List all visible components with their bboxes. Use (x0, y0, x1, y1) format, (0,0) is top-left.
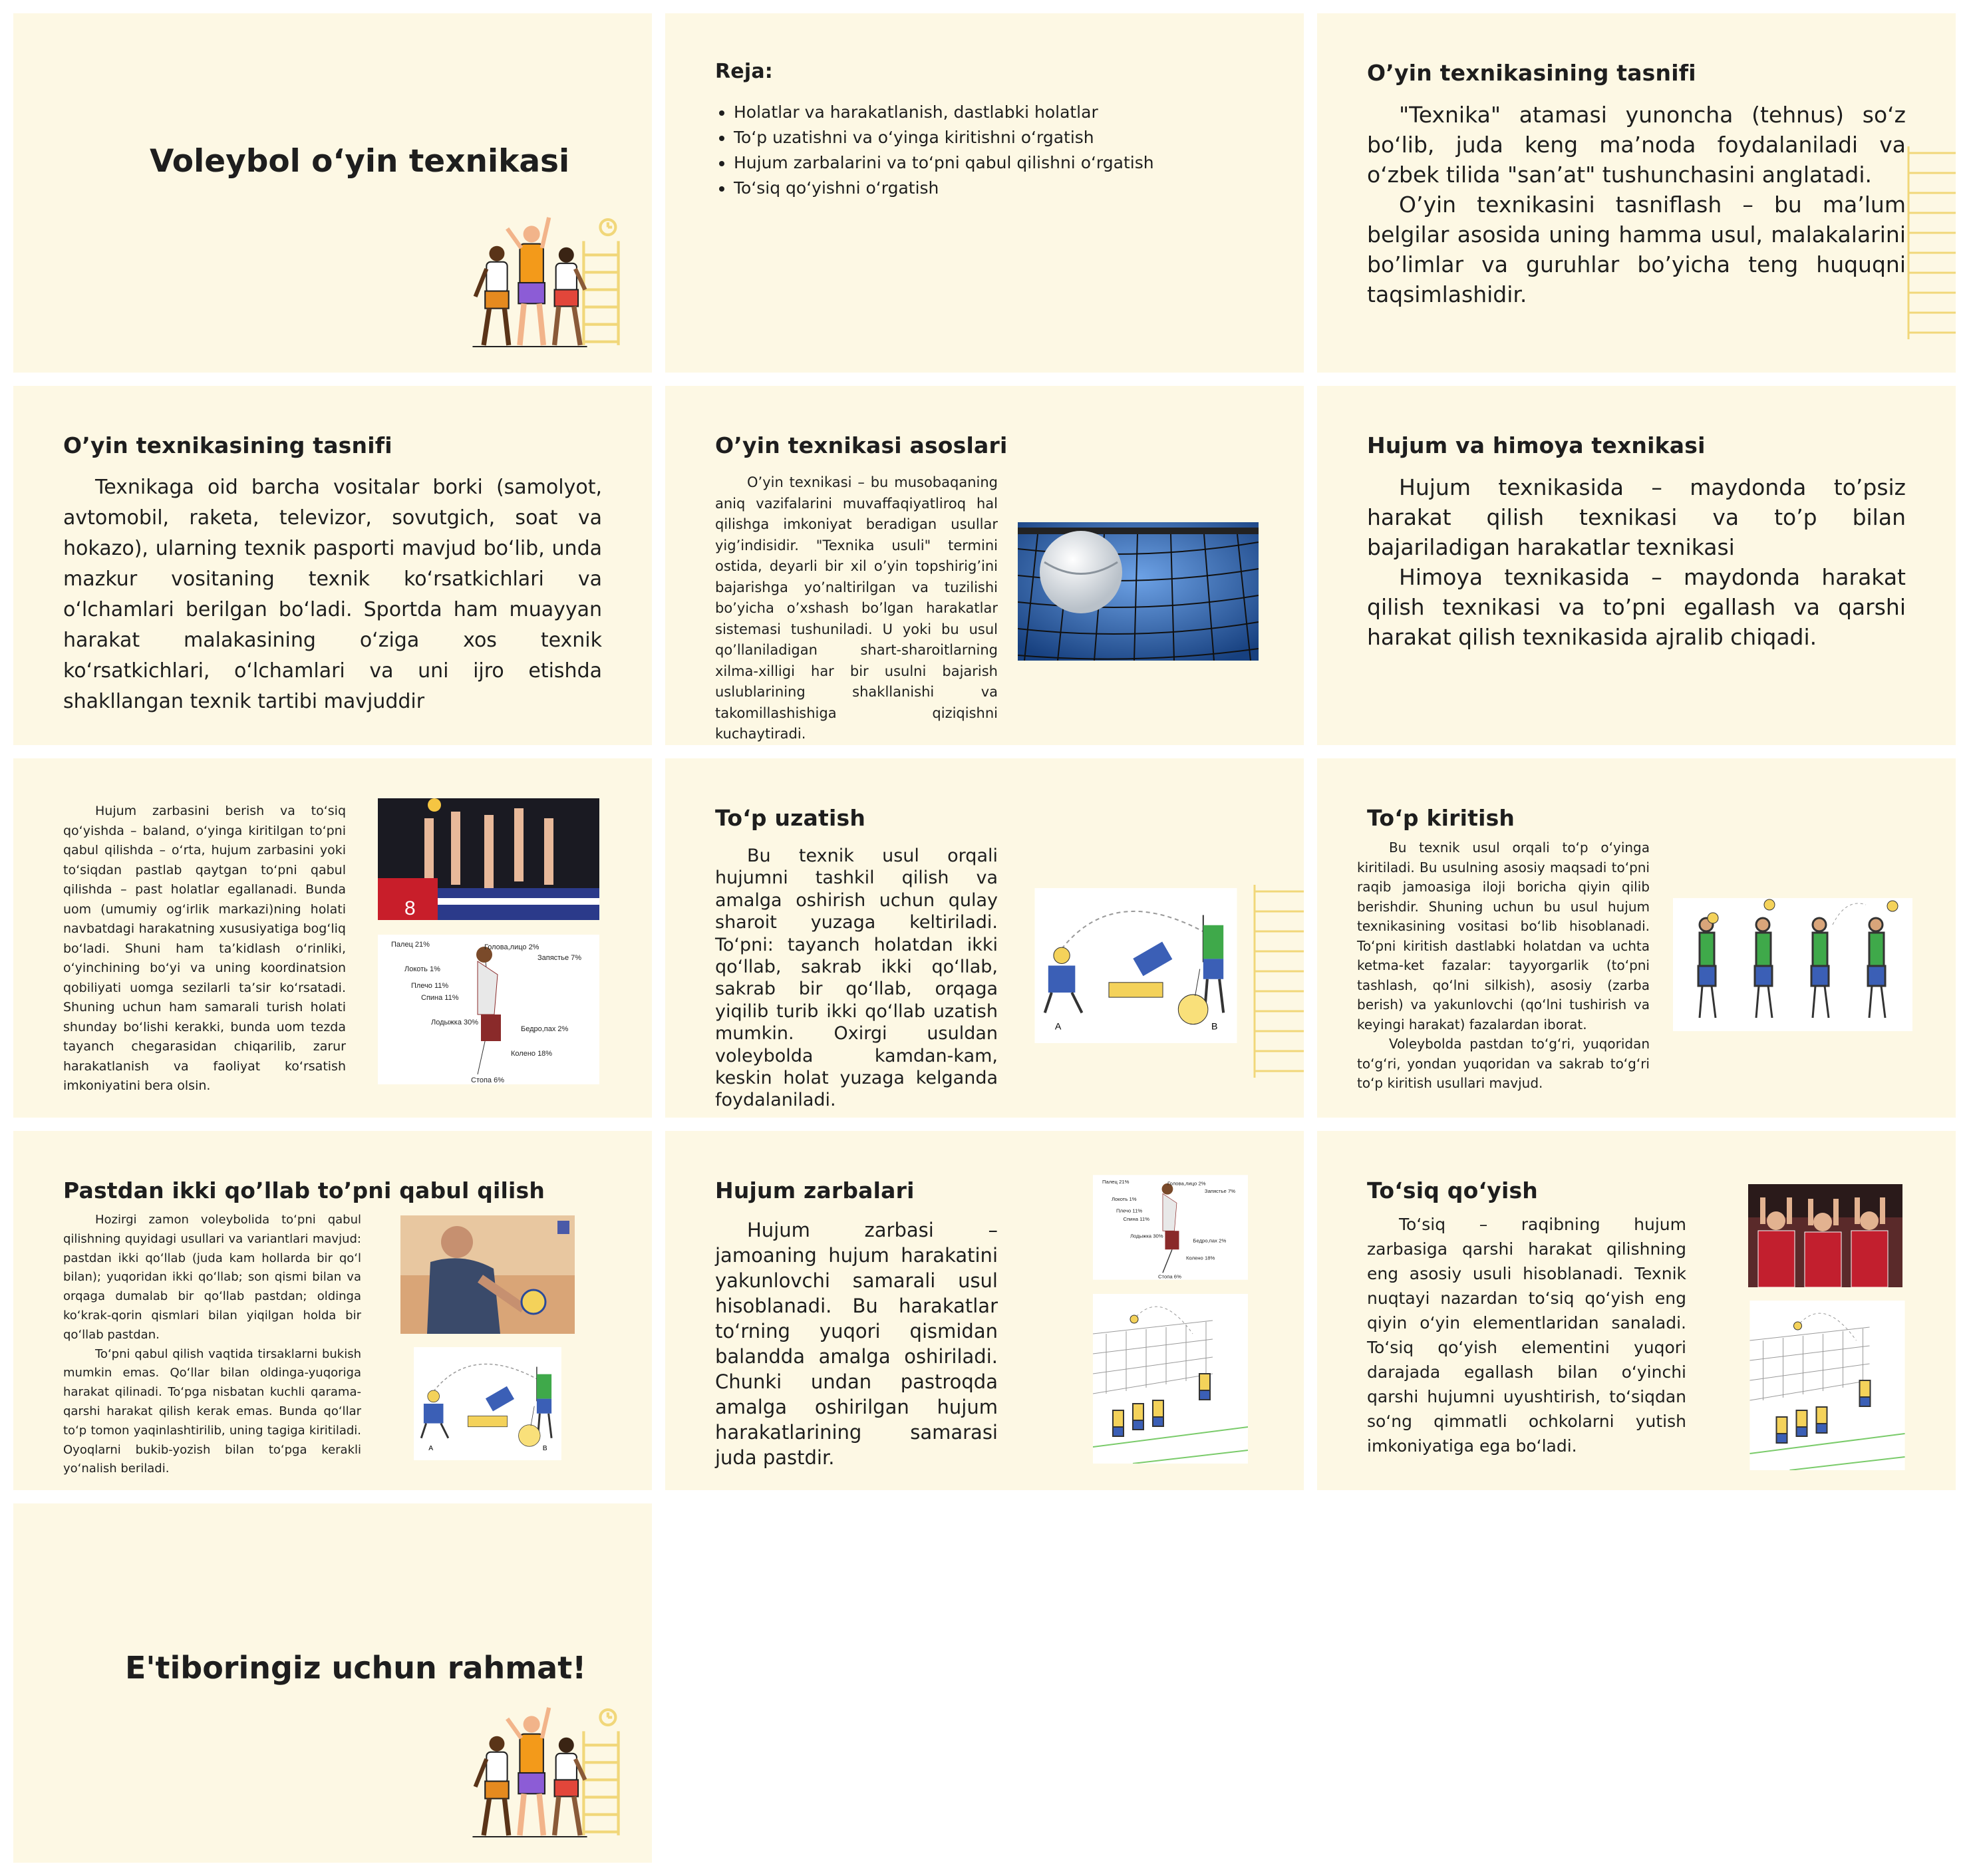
diagram-label: Колено 18% (511, 1050, 553, 1058)
paragraph: Texnikaga oid barcha vositalar borki (samolyot, avtomobil, raketa, televizor, sovutgich, soat va hokazo), ularning texnik pasporti mavjud bo‘lib, unda mazkur vositaning texnik ko‘rsatkichlari va o‘lchamlari berilgan bo‘ladi. Sportda ham muayyan harakat malakasining o‘ziga xos texnik ko‘rsatkichlari, o‘lchamlari va uni ijro etishda shakllangan texnik tartibi mavjuddir (63, 476, 602, 713)
slide-heading: Pastdan ikki qo’llab to’pni qabul qilish (63, 1177, 545, 1203)
paragraph: Hozirgi zamon voleybolida to‘pni qabul qilishning quyidagi usullari va variantlari mavjud: pastdan ikki qo‘llab (juda kam hollarda bir qo‘l bilan); yuqoridan ikki qo‘llab; son qismi bilan va orqaga dumalab bir qo‘llab pastdan; oldinga ko‘krak-qorin qismlari bilan yiqilgan holda bir qo‘llab pastdan. (63, 1213, 361, 1342)
slide-heading: O’yin texnikasining tasnifi (63, 432, 392, 458)
plan-item: • Holatlar va harakatlanish, dastlabki holatlar (734, 100, 1154, 125)
paragraph: Voleybolda pastdan to‘g‘ri, yuqoridan to‘g‘ri, yondan yuqoridan va sakrab to‘g‘ri to‘p kiritish usullari mavjud. (1357, 1036, 1650, 1091)
paragraph: Bu texnik usul orqali hujumni tashkil qilish va amalga oshirish uchun qulay sharoit yuzaga keltiriladi. To‘pni: tayanch holatdan ikki qo‘llab, sakrab ikki qo‘llab, sakrab bir qo‘llab, orqaga yiqilib turib ikki qo‘llab uzatish mumkin. Oxirgi usuldan voleybolda kamdan-kam, keskin holat yuzaga kelganda foydalaniladi. (715, 846, 998, 1111)
slide-body (715, 845, 998, 1112)
serve-phases-image (1673, 898, 1912, 1031)
slide-body (63, 472, 602, 717)
slide-heading: To‘siq qo‘yish (1367, 1177, 1538, 1203)
ladder-decoration-icon (1906, 146, 1956, 346)
slide-basics (665, 386, 1304, 745)
diagram-label: Запястье 7% (1204, 1187, 1236, 1194)
block-court-diagram (1748, 1301, 1906, 1470)
diagram-label: Бедро,пах 2% (521, 1025, 569, 1033)
diagram-label: Лодыжка 30% (431, 1018, 479, 1026)
slide-heading: Hujum zarbalari (715, 1177, 915, 1203)
diagram-label: Запястье 7% (537, 954, 582, 962)
slide-body (715, 1217, 998, 1470)
pass-diagram (1018, 888, 1254, 1043)
paragraph: To‘pni qabul qilish vaqtida tirsaklarni bukish mumkin emas. Qo‘llar bilan oldinga-yuqoriga harakat qilinadi. To‘pga nisbatan kuchli qarama-qarshi harakat qilish kerak emas. Bunda qo‘llar to‘p tomon yaqinlashtirilib, uning tagiga kiritiladi. Oyoqlarni bukib-yozish bilan to‘pga kerakli yo‘nalish beriladi. (63, 1346, 361, 1476)
slide-stances (13, 758, 652, 1118)
slide-classification-1 (1317, 13, 1956, 373)
slide-body (1357, 838, 1650, 1094)
plan-item: • To‘siq qo‘yishni o‘rgatish (734, 176, 1154, 201)
paragraph: Hujum texnikasida – maydonda to’psiz harakat qilish texnikasi va to’p bilan bajariladigan harakatlar texnikasi (1367, 474, 1906, 560)
paragraph: O’yin texnikasi – bu musobaqaning aniq vazifalarini muvaffaqiyatliroq hal qilishga imkoniyat beradigan usullar yig’indisidir. "Texnika usuli" termini ostida, deyarli bir xil o’yin topshirig’ini bajarishga yo’naltirilgan va tuzilishi bo’yicha o’xshash bo’lgan harakatlar sistemasi tushuniladi. U yoki bu usul qo’llaniladigan shart-sharoitlarning xilma-xilligi har bir usulni bajarish uslublarining shakllanishi va takomillashishiga qiziqishni kuchaytiradi. (715, 474, 998, 742)
jersey-number: 8 (404, 897, 416, 919)
paragraph: To‘siq – raqibning hujum zarbasiga qarshi harakat qilishning eng asosiy usuli hisoblanadi. Texnik nuqtayi nazardan to‘siq qo‘yish eng qiyin o‘yin elementlaridan sanaladi. To‘siq qo‘yish elementini yuqori darajada egallash bilan o‘yinchi qarshi hujumni uyushtirish, to‘siqdan so‘ng qimmatli ochkolarni yutish imkoniyatiga ega bo‘ladi. (1367, 1215, 1686, 1456)
injury-diagram (1093, 1174, 1248, 1281)
paragraph: Hujum zarbasi – jamoaning hujum harakatini yakunlovchi samarali usul hisoblanadi. Bu harakatlar to‘rning yuqori qismidan balandda amalga oshiriladi. Chunki undan pastroqda amalga oshirilgan hujum harakatlarining samarasi juda pastdir. (715, 1219, 998, 1469)
diagram-label: Спина 11% (1123, 1215, 1149, 1222)
slide-thanks (13, 1503, 652, 1863)
slide-body (1367, 1212, 1686, 1458)
slide-heading: To‘p uzatish (715, 805, 866, 831)
diagram-label: Голова,лицо 2% (484, 943, 539, 951)
paragraph: Hujum zarbasini berish va to‘siq qo‘yishda – baland, o‘yinga kiritilgan to‘pni qabul qilishda – o‘rta, hujum zarbasini yoki to‘siqdan pastlab qaytgan to‘pni qabul qilishda – past holatlar egallanadi. Bunda uom (umumiy og‘irlik markazi)ning holati navbatdagi harakatning xususiyatiga bog‘liq bo‘ladi. Shuni ham ta’kidlash o‘rinliki, o‘yinchining bo‘yi va uning koordinatsion qobiliyati uomga sezilarli ta’sir ko‘rsatadi. Shuning uchun ham samarali turish holati shunday bo‘lishi kerakki, bunda uom tezda tayanch chegarasidan chiqarilib, zarur harakatlanish va faoliyat ko‘rsatish imkoniyatini bera olsin. (63, 804, 346, 1093)
block-photo (378, 798, 599, 920)
paragraph: Himoya texnikasida – maydonda harakat qilish texnikasi va to’pni egallash va qarshi harakat qilish texnikasida ajralib chiqadi. (1367, 564, 1906, 650)
diagram-label: Плечо 11% (1116, 1207, 1143, 1214)
slide-pass (665, 758, 1304, 1118)
slide-attack-hits (665, 1131, 1304, 1490)
injury-diagram (378, 935, 599, 1084)
diagram-label: Лодыжка 30% (1130, 1233, 1163, 1239)
diagram-label: Плечо 11% (411, 982, 449, 990)
slide-body (1367, 472, 1906, 652)
pass-diagram (400, 1347, 575, 1460)
plan-item: • To‘p uzatishni va o‘yinga kiritishni o‘rgatish (734, 125, 1154, 150)
slide-heading: Hujum va himoya texnikasi (1367, 432, 1706, 458)
diagram-label: Бедро,пах 2% (1193, 1237, 1227, 1244)
slide-block (1317, 1131, 1956, 1490)
plan-list (715, 100, 1154, 201)
slide-body (63, 1211, 361, 1479)
slide-title (13, 13, 652, 373)
slide-plan (665, 13, 1304, 373)
diagram-label: Локоть 1% (1111, 1195, 1137, 1202)
slide-heading: O’yin texnikasi asoslari (715, 432, 1008, 458)
slide-body (715, 472, 998, 745)
ladder-decoration-icon (1252, 885, 1304, 1084)
diagram-label: Стопа 6% (1157, 1273, 1181, 1280)
diagram-label: Стопа 6% (471, 1076, 505, 1084)
diagram-label: Колено 18% (1185, 1255, 1215, 1261)
slide-reception (13, 1131, 652, 1490)
sports-people-illustration-icon (466, 1703, 625, 1843)
diagram-label: Палец 21% (1102, 1178, 1130, 1185)
spike-court-diagram (1093, 1294, 1248, 1464)
diagram-label: Спина 11% (421, 994, 459, 1002)
slide-heading: O’yin texnikasining tasnifi (1367, 60, 1696, 86)
volleyball-net-image (1018, 522, 1259, 661)
paragraph: O’yin texnikasini tasniflash – bu ma’lum belgilar asosida uning hamma usul, malakalarini bo’limlar va guruhlar bo’yicha teng huquqni taqsimlashidir. (1367, 192, 1906, 307)
paragraph: "Texnika" atamasi yunoncha (tehnus) so‘z bo‘lib, juda keng ma’noda foydalaniladi va o‘zbek tilida "san’at" tushunchasini anglatadi. (1367, 102, 1906, 188)
thanks-title: E'tiboringiz uchun rahmat! (125, 1650, 587, 1686)
diagram-label: Локоть 1% (404, 965, 440, 973)
plan-item: • Hujum zarbalarini va to‘pni qabul qilishni o‘rgatish (734, 150, 1154, 176)
slide-body (1367, 100, 1906, 309)
deck-title: Voleybol o‘yin texnikasi (150, 143, 570, 180)
sports-people-illustration-icon (466, 213, 625, 353)
diagram-label: Голова,лицо 2% (1167, 1180, 1206, 1187)
block-team-photo (1748, 1184, 1902, 1287)
reception-photo (400, 1215, 575, 1334)
slide-classification-2 (13, 386, 652, 745)
plan-title: Reja: (715, 60, 773, 83)
paragraph: Bu texnik usul orqali to‘p o‘yinga kiritiladi. Bu usulning asosiy maqsadi to‘pni raqib jamoasiga iloji boricha qiyin qilib berishdir. Shuning uchun bu usul hujum texnikasining vositasi bo‘lib hisoblanadi. To‘pni kiritish dastlabki holatdan va uchta ketma-ket fazalar: tayyorgarlik (to‘pni tashlash, qo‘lni silkish), asosiy (zarba berish) va yakunlovchi (qo‘lni tushirish va keyingi harakat) fazalardan iborat. (1357, 840, 1650, 1032)
slide-heading: To‘p kiritish (1367, 805, 1515, 831)
slide-body (63, 802, 346, 1096)
diagram-label: Палец 21% (391, 941, 430, 949)
slide-serve (1317, 758, 1956, 1118)
slide-attack-defense (1317, 386, 1956, 745)
